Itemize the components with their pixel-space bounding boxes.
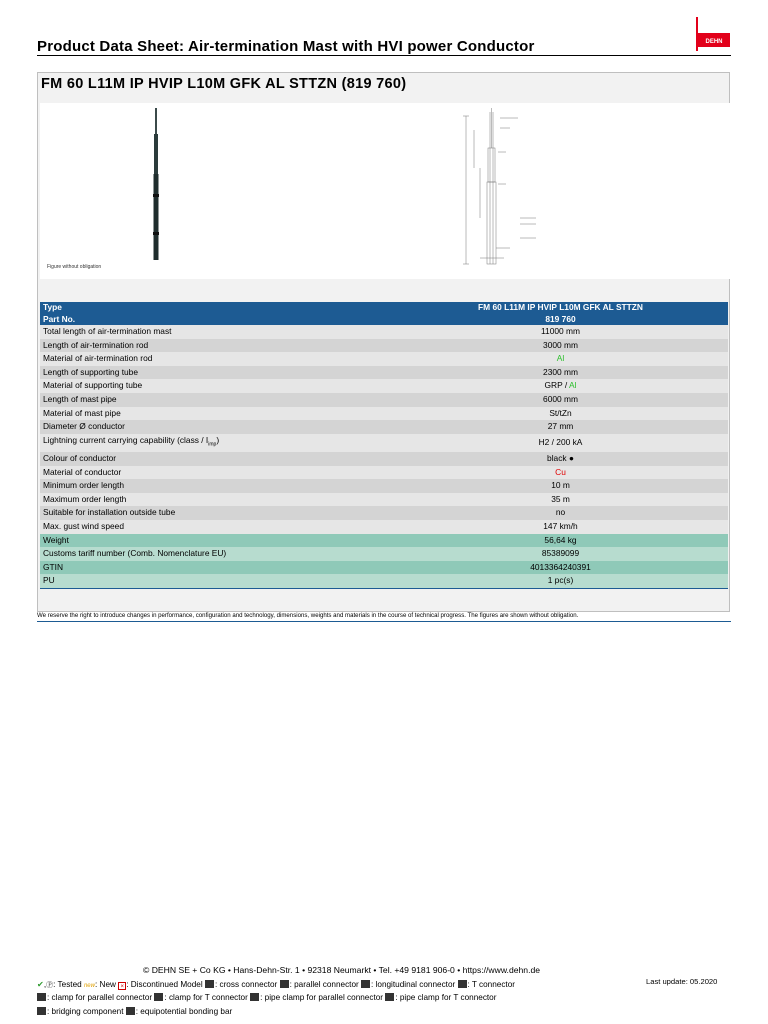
row-label: Material of conductor — [40, 466, 393, 480]
table-row — [40, 325, 728, 339]
table-row — [40, 366, 728, 380]
table-row — [40, 393, 728, 407]
row-value: Al — [393, 352, 728, 366]
row-value: 11000 mm — [393, 325, 728, 339]
pipe-clamp-parallel-icon — [250, 993, 259, 1001]
row-value: St/tZn — [393, 407, 728, 421]
footer-company: © DEHN SE + Co KG • Hans-Dehn-Str. 1 • 92318 Neumarkt • Tel. +49 9181 906-0 • https://www.dehn.de — [143, 965, 541, 975]
pipe-clamp-t-icon — [385, 993, 394, 1001]
clamp-t-icon — [154, 993, 163, 1001]
value-part: GRP / — [544, 380, 570, 391]
legend-tested: : Tested — [53, 980, 84, 989]
legend-equipotential: : equipotential bonding bar — [135, 1007, 233, 1016]
product-photo — [150, 108, 162, 262]
row-value: 85389099 — [393, 547, 728, 561]
row-label: Length of air-termination rod — [40, 339, 393, 353]
discontinued-icon: × — [118, 982, 126, 990]
row-value: 10 m — [393, 479, 728, 493]
bridging-component-icon — [37, 1007, 46, 1015]
row-label: GTIN — [40, 561, 393, 575]
table-row — [40, 339, 728, 353]
page-title: Product Data Sheet: Air-termination Mast with HVI power Conductor — [37, 38, 535, 55]
table-row — [40, 520, 728, 534]
tested-icon: Ⓟ — [46, 982, 54, 989]
row-label: PU — [40, 574, 393, 588]
figure-caption: Figure without obligation — [47, 264, 102, 270]
last-update: Last update: 05.2020 — [646, 977, 718, 986]
table-row — [40, 534, 728, 548]
table-row — [40, 466, 728, 480]
row-value: 6000 mm — [393, 393, 728, 407]
legend-line-3 — [37, 1007, 232, 1016]
check-icon: ✔ — [37, 980, 44, 989]
clamp-parallel-icon — [37, 993, 46, 1001]
product-title: FM 60 L11M IP HVIP L10M GFK AL STTZN (819 760) — [41, 76, 407, 92]
row-value: 4013364240391 — [393, 561, 728, 575]
row-value: 56,64 kg — [393, 534, 728, 548]
row-label: Maximum order length — [40, 493, 393, 507]
legend-pipe-t: : pipe clamp for T connector — [395, 993, 497, 1002]
row-label: Minimum order length — [40, 479, 393, 493]
spec-table — [40, 302, 728, 589]
title-rule — [37, 55, 731, 56]
legend-t: : T connector — [467, 980, 515, 989]
legend-bridging: : bridging component — [47, 1007, 126, 1016]
dehn-logo — [696, 17, 730, 51]
header-value: FM 60 L11M IP HVIP L10M GFK AL STTZN — [393, 302, 728, 314]
legend-discontinued: : Discontinued Model — [126, 980, 205, 989]
legend-clamp-parallel: : clamp for parallel connector — [47, 993, 155, 1002]
row-label: Colour of conductor — [40, 452, 393, 466]
logo-text: DEHN — [705, 39, 723, 45]
equipotential-bar-icon — [126, 1007, 135, 1015]
row-label: Material of air-termination rod — [40, 352, 393, 366]
legend-pipe-parallel: : pipe clamp for parallel connector — [260, 993, 386, 1002]
row-value: 35 m — [393, 493, 728, 507]
row-label: Customs tariff number (Comb. Nomenclature EU) — [40, 547, 393, 561]
row-label — [40, 434, 393, 452]
technical-drawing — [460, 108, 540, 266]
row-value: no — [393, 506, 728, 520]
row-label: Suitable for installation outside tube — [40, 506, 393, 520]
legend-parallel: : parallel connector — [289, 980, 362, 989]
table-row — [40, 452, 728, 466]
row-value: 1 pc(s) — [393, 574, 728, 588]
row-value: 147 km/h — [393, 520, 728, 534]
row-label: Max. gust wind speed — [40, 520, 393, 534]
new-icon: new — [83, 983, 95, 989]
table-row — [40, 352, 728, 366]
row-label: Material of mast pipe — [40, 407, 393, 421]
header-label: Type — [40, 302, 393, 314]
row-label: Length of mast pipe — [40, 393, 393, 407]
header-label: Part No. — [40, 314, 393, 326]
row-value: black ● — [393, 452, 728, 466]
row-label: Material of supporting tube — [40, 379, 393, 393]
header-value: 819 760 — [393, 314, 728, 326]
table-header-row — [40, 314, 728, 326]
row-value: 27 mm — [393, 420, 728, 434]
table-row — [40, 561, 728, 575]
figure-area — [40, 103, 730, 279]
legend-line-1: ✔,Ⓟ: Tested new: New × : Discontinued Model : cross connector : parallel connector : longitudinal connector : T connector — [37, 980, 515, 990]
value-part-al: Al — [569, 380, 577, 391]
row-value: 2300 mm — [393, 366, 728, 380]
legend-clamp-t: : clamp for T connector — [164, 993, 251, 1002]
row-label: Weight — [40, 534, 393, 548]
row-label-text: Lightning current carrying capability (class / I — [43, 434, 209, 445]
table-row — [40, 506, 728, 520]
row-label-end: ) — [216, 434, 220, 445]
table-row — [40, 420, 728, 434]
row-value: 3000 mm — [393, 339, 728, 353]
legend-line-2 — [37, 993, 496, 1002]
table-row — [40, 574, 728, 588]
cross-connector-icon — [205, 980, 214, 988]
legend-cross: : cross connector — [214, 980, 280, 989]
row-label: Length of supporting tube — [40, 366, 393, 380]
row-label-sub: imp — [208, 441, 217, 448]
legend-longitudinal: : longitudinal connector — [371, 980, 458, 989]
longitudinal-connector-icon — [361, 980, 370, 988]
t-connector-icon — [458, 980, 467, 988]
table-row — [40, 479, 728, 493]
table-row — [40, 547, 728, 561]
table-row — [40, 493, 728, 507]
row-value: Cu — [393, 466, 728, 480]
table-row — [40, 379, 728, 393]
row-label: Total length of air-termination mast — [40, 325, 393, 339]
table-row — [40, 434, 728, 452]
disclaimer: We reserve the right to introduce changes in performance, configuration and technology, dimensions, weights and materials in the course of technical progress. The figures are shown without obligation. — [37, 612, 579, 619]
table-row — [40, 407, 728, 421]
row-value — [393, 379, 728, 393]
table-header-row — [40, 302, 728, 314]
row-label: Diameter Ø conductor — [40, 420, 393, 434]
legend-new: : New — [94, 980, 119, 989]
disclaimer-rule — [37, 621, 731, 622]
row-value: H2 / 200 kA — [393, 434, 728, 452]
parallel-connector-icon — [280, 980, 289, 988]
